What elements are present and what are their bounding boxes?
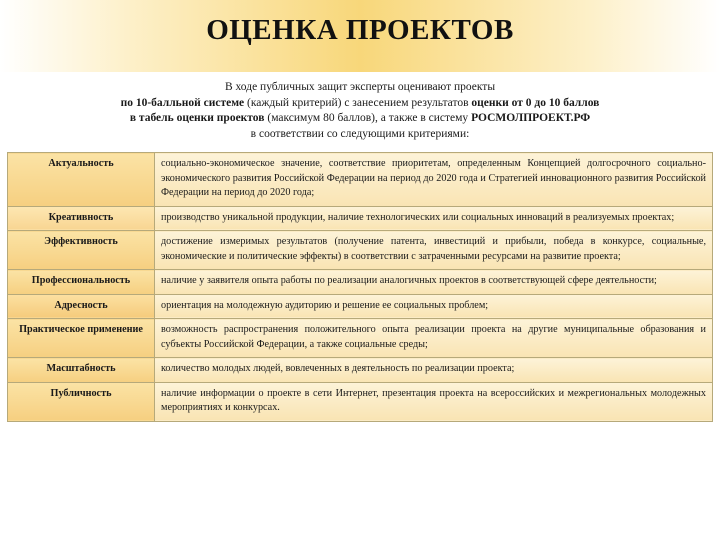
- table-row: [8, 153, 713, 207]
- table-row: [8, 294, 713, 319]
- criterion-description: производство уникальной продукции, наличие технологических или социальных инноваций в реализуемых проектах;: [155, 206, 713, 231]
- intro-bold-3: в табель оценки проектов: [129, 112, 265, 124]
- criterion-description: достижение измеримых результатов (получение патента, инвестиций и прибыли, победа в конкурсе, социальные, экономические и политические эффекты) в соответствии с затраченными ресурсами на развитие проекта;: [155, 231, 713, 270]
- criterion-name: Публичность: [8, 382, 155, 421]
- intro-line-1: В ходе публичных защит эксперты оценивают проекты: [224, 81, 496, 93]
- table-row: [8, 231, 713, 270]
- table-row: [8, 382, 713, 421]
- criterion-description: наличие информации о проекте в сети Интернет, презентация проекта на всероссийских и межрегиональных молодежных мероприятиях и конкурсах.: [155, 382, 713, 421]
- table-row: [8, 206, 713, 231]
- intro-text-3: (максимум 80 баллов), а также в систему: [264, 112, 472, 124]
- criterion-name: Адресность: [8, 294, 155, 319]
- intro-text-2: (каждый критерий) с занесением результатов: [244, 96, 472, 109]
- intro-paragraph: [40, 80, 680, 142]
- criterion-description: ориентация на молодежную аудиторию и решение ее социальных проблем;: [155, 294, 713, 319]
- table-row: [8, 358, 713, 383]
- criterion-name: Креативность: [8, 206, 155, 231]
- criterion-description: количество молодых людей, вовлеченных в деятельность по реализации проекта;: [155, 358, 713, 383]
- intro-bold-2: оценки от 0 до 10 баллов: [471, 96, 600, 109]
- intro-bold-1: по 10-балльной системе: [120, 96, 245, 109]
- page-title: ОЦЕНКА ПРОЕКТОВ: [206, 14, 514, 46]
- criterion-name: Профессиональность: [8, 270, 155, 295]
- criterion-description: возможность распространения положительного опыта реализации проекта на другие муниципальные образования и субъекты Российской Федерации, а также социальные среды;: [155, 319, 713, 358]
- criteria-table: [7, 152, 713, 422]
- criterion-name: Практическое применение: [8, 319, 155, 358]
- intro-bold-4: РОСМОЛПРОЕКТ.РФ: [471, 112, 591, 124]
- criterion-description: социально-экономическое значение, соответствие приоритетам, определенным Концепцией долгосрочного социально-экономического развития Российской Федерации на период до 2020 года и Стратегией инновационного развития Российской Федерации на период до 2020 года;: [155, 153, 713, 207]
- criterion-name: Эффективность: [8, 231, 155, 270]
- table-row: [8, 319, 713, 358]
- criterion-name: Масштабность: [8, 358, 155, 383]
- criterion-name: Актуальность: [8, 153, 155, 207]
- table-row: [8, 270, 713, 295]
- intro-line-4: в соответствии со следующими критериями:: [250, 127, 470, 140]
- criterion-description: наличие у заявителя опыта работы по реализации аналогичных проектов в соответствующей сфере деятельности;: [155, 270, 713, 295]
